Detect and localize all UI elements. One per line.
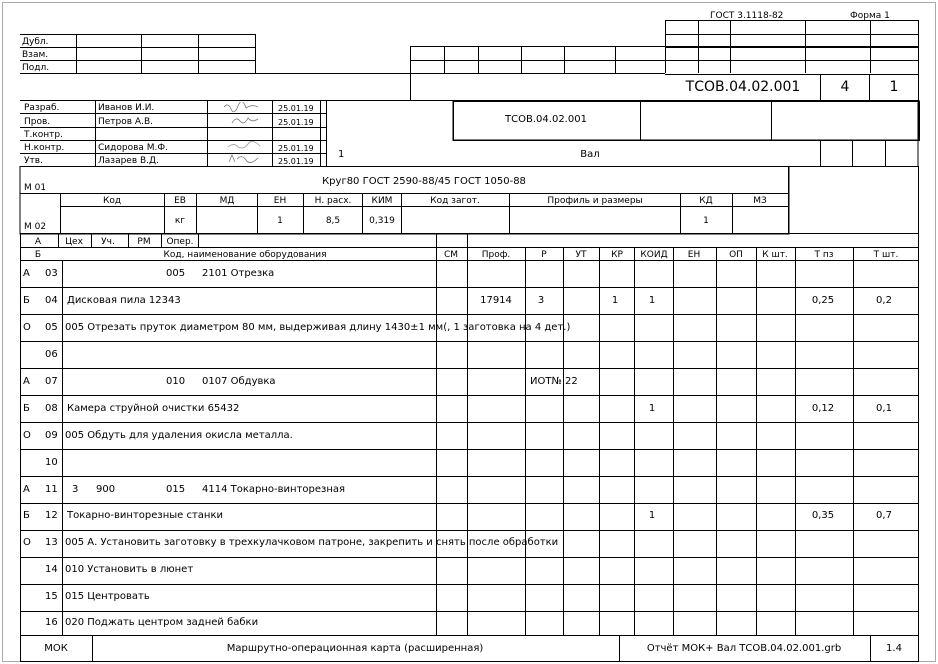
- row-text: 005 Обдуть для удаления окисла металла.: [65, 430, 293, 441]
- th-a: Опер.: [166, 237, 194, 247]
- row-tsht: 0,2: [876, 295, 892, 306]
- th-b: Код, наименование оборудования: [163, 250, 327, 260]
- row-tpz: 0,25: [811, 295, 835, 306]
- mat-value-nrash: 8,5: [325, 216, 341, 226]
- row-text: Камера струйной очистки 65432: [67, 403, 240, 414]
- row-number: 05: [45, 322, 58, 333]
- row-number: 08: [45, 403, 58, 414]
- th-b: Б: [34, 250, 42, 260]
- row-text: 020 Поджать центром задней бабки: [65, 617, 259, 628]
- label-podl: Подл.: [22, 63, 50, 73]
- row-marker: О: [23, 537, 31, 548]
- row-oper: 005: [166, 268, 186, 279]
- sheets-count: 4: [840, 79, 850, 95]
- row-text: 015 Центровать: [65, 591, 150, 602]
- row-text: Дисковая пила 12343: [67, 295, 181, 306]
- signer-date: 25.01.19: [278, 118, 314, 127]
- doc-code-header: ТСОВ.04.02.001: [685, 79, 801, 95]
- row-number: 12: [45, 510, 58, 521]
- th-b: КОИД: [640, 250, 668, 260]
- footer-form-code: МОК: [44, 643, 68, 654]
- th-b: Т шт.: [873, 250, 899, 260]
- row-koid: 1: [648, 295, 656, 306]
- mat-header: КД: [699, 196, 713, 206]
- signer-name: Иванов И.И.: [98, 103, 155, 113]
- th-a: Цех: [65, 237, 83, 247]
- footer-title: Маршрутно-операционная карта (расширенная): [226, 643, 484, 654]
- mat-header: ЕН: [273, 196, 287, 206]
- th-b: УТ: [575, 250, 587, 260]
- m02-label: М 02: [24, 222, 47, 232]
- row-number: 06: [45, 349, 58, 360]
- row-tsht: 0,7: [876, 510, 892, 521]
- row-marker: О: [23, 430, 31, 441]
- row-number: 16: [45, 617, 58, 628]
- signature-image: [226, 154, 264, 164]
- label-vzam: Взам.: [22, 50, 49, 60]
- signer-date: 25.01.19: [278, 104, 314, 113]
- row-number: 04: [45, 295, 58, 306]
- row-marker: Б: [23, 295, 30, 306]
- th-a: РМ: [137, 237, 151, 247]
- signer-name: Лазарев В.Д.: [98, 156, 159, 166]
- row-text: 2101 Отрезка: [202, 268, 275, 279]
- row-koid: 1: [648, 403, 656, 414]
- row-tpz: 0,12: [811, 403, 835, 414]
- row-tseh: 3: [72, 484, 79, 495]
- th-b: Р: [541, 250, 547, 260]
- row-number: 13: [45, 537, 58, 548]
- mat-header: Код загот.: [430, 196, 480, 206]
- row-marker: А: [23, 376, 30, 387]
- mat-header: МЗ: [753, 196, 767, 206]
- row-koid: 1: [648, 510, 656, 521]
- row-text: 005 Отрезать пруток диаметром 80 мм, выдерживая длину 1430±1 мм(, 1 заготовка на 4 дет.): [65, 322, 571, 333]
- row-number: 10: [45, 457, 58, 468]
- signer-role: Разраб.: [24, 103, 60, 113]
- row-number: 11: [45, 484, 58, 495]
- sheet-number: 1: [889, 79, 899, 95]
- mat-header: МД: [219, 196, 235, 206]
- row-text: 005 А. Установить заготовку в трехкулачковом патроне, закрепить и снять после обработки: [65, 537, 559, 548]
- th-a: Уч.: [101, 237, 115, 247]
- mat-header: ЕВ: [174, 196, 186, 206]
- doc-code-main: ТСОВ.04.02.001: [505, 114, 587, 125]
- footer-report-name: Отчёт МОК+ Вал ТСОВ.04.02.001.grb: [646, 643, 842, 654]
- row-marker: Б: [23, 510, 30, 521]
- row-uch: 900: [96, 484, 116, 495]
- mat-value-en: 1: [277, 216, 283, 226]
- row-tpz: 0,35: [811, 510, 835, 521]
- mat-header: Профиль и размеры: [547, 196, 643, 206]
- row-number: 15: [45, 591, 58, 602]
- row-number: 09: [45, 430, 58, 441]
- th-b: КР: [611, 250, 623, 260]
- th-b: СМ: [443, 250, 459, 260]
- mat-value-kd: 1: [703, 216, 709, 226]
- signature-image: [228, 115, 266, 125]
- th-b: ЕН: [687, 250, 701, 260]
- signer-role: Пров.: [24, 117, 51, 127]
- row-r: 3: [537, 295, 545, 306]
- mat-value-ev: кг: [174, 216, 186, 226]
- mat-header: Н. расх.: [314, 196, 352, 206]
- row-number: 03: [45, 268, 58, 279]
- signer-role: Н.контр.: [24, 143, 65, 153]
- row-text: Токарно-винторезные станки: [67, 510, 223, 521]
- form-label: Форма 1: [850, 11, 890, 21]
- row-marker: А: [23, 484, 30, 495]
- row-marker: А: [23, 268, 30, 279]
- row-tsht: 0,1: [876, 403, 892, 414]
- m01-label: М 01: [24, 183, 47, 193]
- row-number: 07: [45, 376, 58, 387]
- signer-role: Т.контр.: [24, 130, 64, 140]
- th-b: ОП: [729, 250, 743, 260]
- row-text: 0107 Обдувка: [202, 376, 276, 387]
- gost-label: ГОСТ 3.1118-82: [710, 11, 784, 21]
- signer-date: 25.01.19: [278, 144, 314, 153]
- row-prof: 17914: [480, 295, 512, 306]
- th-a: А: [34, 237, 42, 247]
- row-text: 4114 Токарно-винторезная: [202, 484, 346, 495]
- doc-field-one: 1: [338, 149, 345, 160]
- row-text: 010 Установить в люнет: [65, 564, 194, 575]
- label-dubl: Дубл.: [22, 37, 49, 47]
- part-name: Вал: [580, 149, 600, 160]
- material-title: Круг80 ГОСТ 2590-88/45 ГОСТ 1050-88: [322, 176, 526, 187]
- signature-image: [226, 141, 264, 151]
- row-oper: 015: [166, 484, 186, 495]
- mat-header: Код: [102, 196, 122, 206]
- signer-name: Петров А.В.: [98, 117, 153, 127]
- signer-date: 25.01.19: [278, 157, 314, 166]
- mat-value-kim: 0,319: [369, 216, 395, 226]
- row-marker: Б: [23, 403, 30, 414]
- signer-role: Утв.: [24, 156, 43, 166]
- th-b: К шт.: [762, 250, 788, 260]
- signer-name: Сидорова М.Ф.: [98, 143, 168, 153]
- mat-header: КИМ: [371, 196, 393, 206]
- signature-image: [222, 102, 260, 112]
- th-b: Проф.: [481, 250, 511, 260]
- row-oper: 010: [166, 376, 186, 387]
- row-kr: 1: [611, 295, 619, 306]
- row-iot: ИОТ№ 22: [530, 376, 578, 387]
- row-marker: О: [23, 322, 31, 333]
- footer-version: 1.4: [886, 643, 902, 654]
- row-number: 14: [45, 564, 58, 575]
- th-b: Т пз: [814, 250, 834, 260]
